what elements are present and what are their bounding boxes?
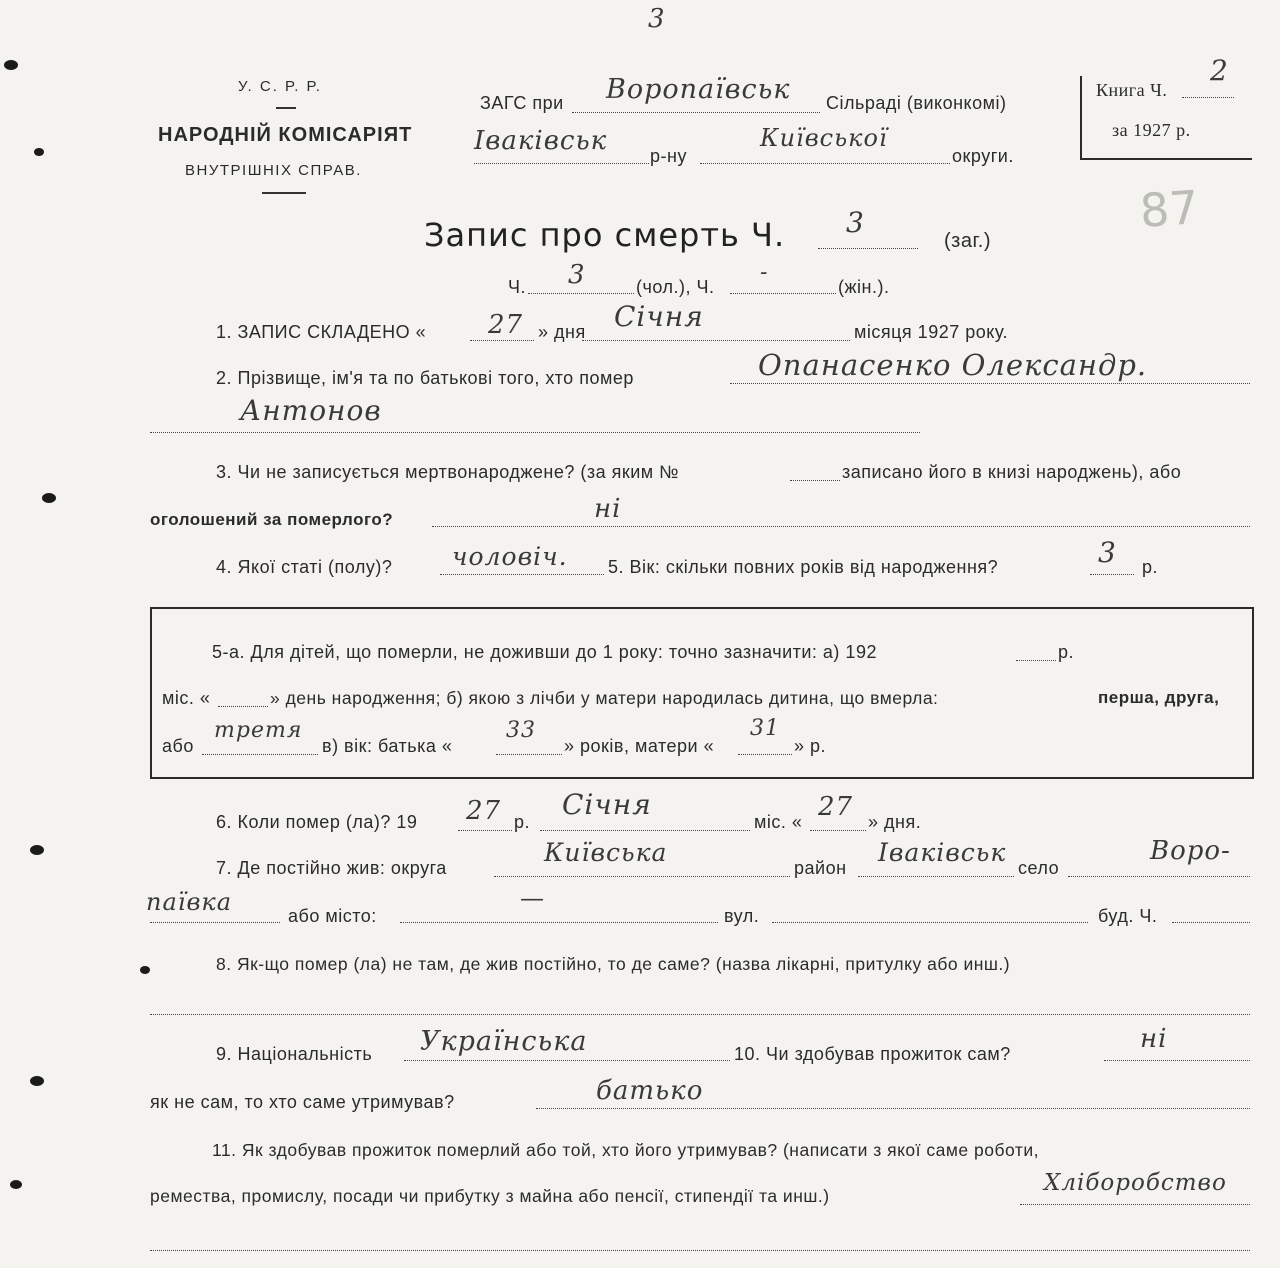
field-7-city: — [520, 884, 545, 912]
field-5a-order: третя [214, 718, 303, 743]
field-11-answer: Хліборобство [1044, 1170, 1227, 1196]
field-6-day: 27 [818, 792, 854, 822]
field-5a-mother-line [738, 754, 792, 755]
field-10b-label: як не сам, то хто саме утримував? [150, 1092, 455, 1112]
field-10b-answer-line [536, 1108, 1250, 1109]
field-7-street-label: вул. [724, 906, 760, 926]
punch-hole [140, 966, 150, 974]
field-6-mis: міс. « [754, 812, 803, 832]
field-2-label: 2. Прізвище, ім'я та по батькові того, хто помер [216, 368, 634, 388]
punch-hole [4, 60, 18, 70]
field-1-day: 27 [488, 310, 524, 340]
field-7-village-a: Воро- [1150, 836, 1231, 866]
field-6-month: Січня [562, 788, 652, 821]
field-3-label-c: оголошений за померлого? [150, 510, 394, 529]
field-11-answer-line [1020, 1204, 1250, 1205]
page-title: Запис про смерть Ч. [424, 216, 786, 254]
field-5a-line3-b: в) вік: батька « [322, 736, 453, 756]
field-5a-year-line [1016, 660, 1056, 661]
book-number: 2 [1210, 54, 1229, 87]
field-1-day-line [470, 340, 534, 341]
commissariat-label: НАРОДНІЙ КОМІСАРІЯТ [158, 124, 413, 146]
zags-region: Київської [760, 124, 888, 152]
field-4-answer: чоловіч. [452, 542, 568, 571]
field-5-unit: р. [1142, 557, 1159, 577]
divider [276, 107, 296, 109]
field-7-city-line [400, 922, 718, 923]
field-7-region-line [494, 876, 790, 877]
council-label: Сільраді (виконкомі) [826, 93, 1007, 113]
affairs-label: ВНУТРІШНІХ СПРАВ. [185, 162, 362, 179]
punch-hole [10, 1180, 22, 1189]
field-7-house-label: буд. Ч. [1098, 906, 1158, 926]
field-8-answer-line [150, 1014, 1250, 1015]
zags-village: Воропаївськ [606, 74, 791, 105]
field-10-answer-line [1104, 1060, 1250, 1061]
field-8-label: 8. Як-що помер (ла) не там, де жив постійно, то де саме? (назва лікарні, притулку або инш.) [216, 954, 1011, 974]
field-5a-mother: 31 [750, 716, 780, 741]
zags-village-line [572, 112, 820, 113]
field-5a-line2-a: міс. « [162, 688, 211, 708]
field-7-village-line [1068, 876, 1250, 877]
field-7-village-label: село [1018, 858, 1060, 878]
punch-hole [34, 148, 44, 156]
field-6-r: р. [514, 812, 531, 832]
field-3-number-line [790, 480, 840, 481]
field-3-answer: ні [594, 494, 622, 524]
field-5a-line2-c: перша, друга, [1098, 688, 1220, 707]
field-3-label-b: записано його в книзі народжень), або [842, 462, 1182, 482]
subtitle-label: Ч. [508, 277, 526, 297]
subtitle-male: 3 [568, 260, 586, 290]
field-5a-line2-b: » день народження; б) якою з лічби у матери народилась дитина, що вмерла: [270, 688, 939, 708]
field-2-name: Опанасенко Олександр. [758, 348, 1148, 382]
field-7-district-label: район [794, 858, 847, 878]
field-6-label: 6. Коли помер (ла)? 19 [216, 812, 418, 832]
field-5-label: 5. Вік: скільки повних років від народження? [608, 557, 999, 577]
field-10-answer: ні [1140, 1024, 1168, 1054]
field-5a-line1: 5-а. Для дітей, що померли, не доживши до 1 року: точно зазначити: а) 192 [212, 642, 877, 662]
field-2-patronymic-line [150, 432, 920, 433]
field-5a-line3-d: » р. [794, 736, 827, 756]
subtitle-female-label: (жін.). [838, 277, 890, 297]
field-5a-father-line [496, 754, 562, 755]
field-9-answer-line [404, 1060, 730, 1061]
field-2-name-line [730, 383, 1250, 384]
field-11-line1: 11. Як здобував прожиток померлий або той, хто його утримував? (написати з якої саме роботи, [212, 1140, 1039, 1160]
book-label: Книга Ч. [1096, 80, 1168, 100]
zags-district-line [474, 163, 649, 164]
field-11-line2: ремества, промислу, посади чи прибутку з майна або пенсії, стипендії та инш.) [150, 1186, 830, 1206]
divider [262, 192, 306, 194]
field-5a-line3-a: або [162, 736, 194, 756]
field-6-year-line [458, 830, 512, 831]
field-6-year: 27 [466, 796, 502, 826]
field-6-day-line [810, 830, 866, 831]
field-7-house-line [1172, 922, 1250, 923]
field-7-village-b-line [150, 922, 280, 923]
punch-hole [42, 493, 56, 503]
field-6-month-line [540, 830, 750, 831]
field-11-extra-line [150, 1250, 1250, 1251]
field-5a-father: 33 [506, 718, 536, 743]
field-1-tail: місяця 1927 року. [854, 322, 1009, 342]
punch-hole [30, 1076, 44, 1086]
field-9-label: 9. Національність [216, 1044, 373, 1064]
title-suffix: (заг.) [944, 230, 992, 252]
subtitle-female-line [730, 293, 836, 294]
field-7-region: Київська [544, 838, 668, 867]
region-label: округи. [952, 146, 1014, 166]
field-2-patronymic: Антонов [240, 394, 382, 427]
field-4-answer-line [440, 574, 604, 575]
field-5a-month-line [218, 706, 268, 707]
field-9-answer: Українська [420, 1026, 588, 1057]
book-year: за 1927 р. [1112, 120, 1191, 140]
field-1-month-line [582, 340, 850, 341]
field-7-district-line [858, 876, 1014, 877]
republic-label: У. С. Р. Р. [238, 78, 322, 95]
subtitle-male-line [528, 293, 634, 294]
field-5a-order-line [202, 754, 318, 755]
zags-district: Іваківськ [474, 126, 608, 156]
title-number-line [818, 248, 918, 249]
field-7-district: Іваківськ [878, 838, 1007, 867]
field-1-month: Січня [614, 300, 704, 333]
punch-hole [30, 845, 44, 855]
field-5-answer-line [1090, 574, 1134, 575]
field-3-label-a: 3. Чи не записується мертвонароджене? (за яким № [216, 462, 679, 482]
field-5a-line1-tail: р. [1058, 642, 1075, 662]
archive-mark: 87 [1138, 180, 1201, 238]
subtitle-male-label: (чол.), Ч. [636, 277, 715, 297]
subtitle-female: - [760, 260, 769, 285]
sheet-number: 3 [648, 4, 666, 34]
zags-region-line [700, 163, 950, 164]
field-3-answer-line [432, 526, 1250, 527]
field-5a-line3-c: » років, матери « [564, 736, 715, 756]
title-number: 3 [846, 206, 865, 239]
field-10-label: 10. Чи здобував прожиток сам? [734, 1044, 1011, 1064]
field-1-label: 1. ЗАПИС СКЛАДЕНО « [216, 322, 427, 342]
field-10b-answer: батько [596, 1076, 704, 1106]
field-7-city-label: або місто: [288, 906, 377, 926]
field-6-tail: » дня. [868, 812, 922, 832]
field-5-answer: 3 [1098, 536, 1117, 569]
field-7-village-b: паївка [146, 888, 233, 916]
book-number-line [1182, 97, 1234, 98]
field-7-street-line [772, 922, 1088, 923]
field-1-mid: » дня [538, 322, 586, 342]
field-7-label: 7. Де постійно жив: округа [216, 858, 447, 878]
field-4-label: 4. Якої статі (полу)? [216, 557, 393, 577]
zags-prefix: ЗАГС при [480, 93, 564, 113]
district-label: р-ну [650, 146, 687, 166]
